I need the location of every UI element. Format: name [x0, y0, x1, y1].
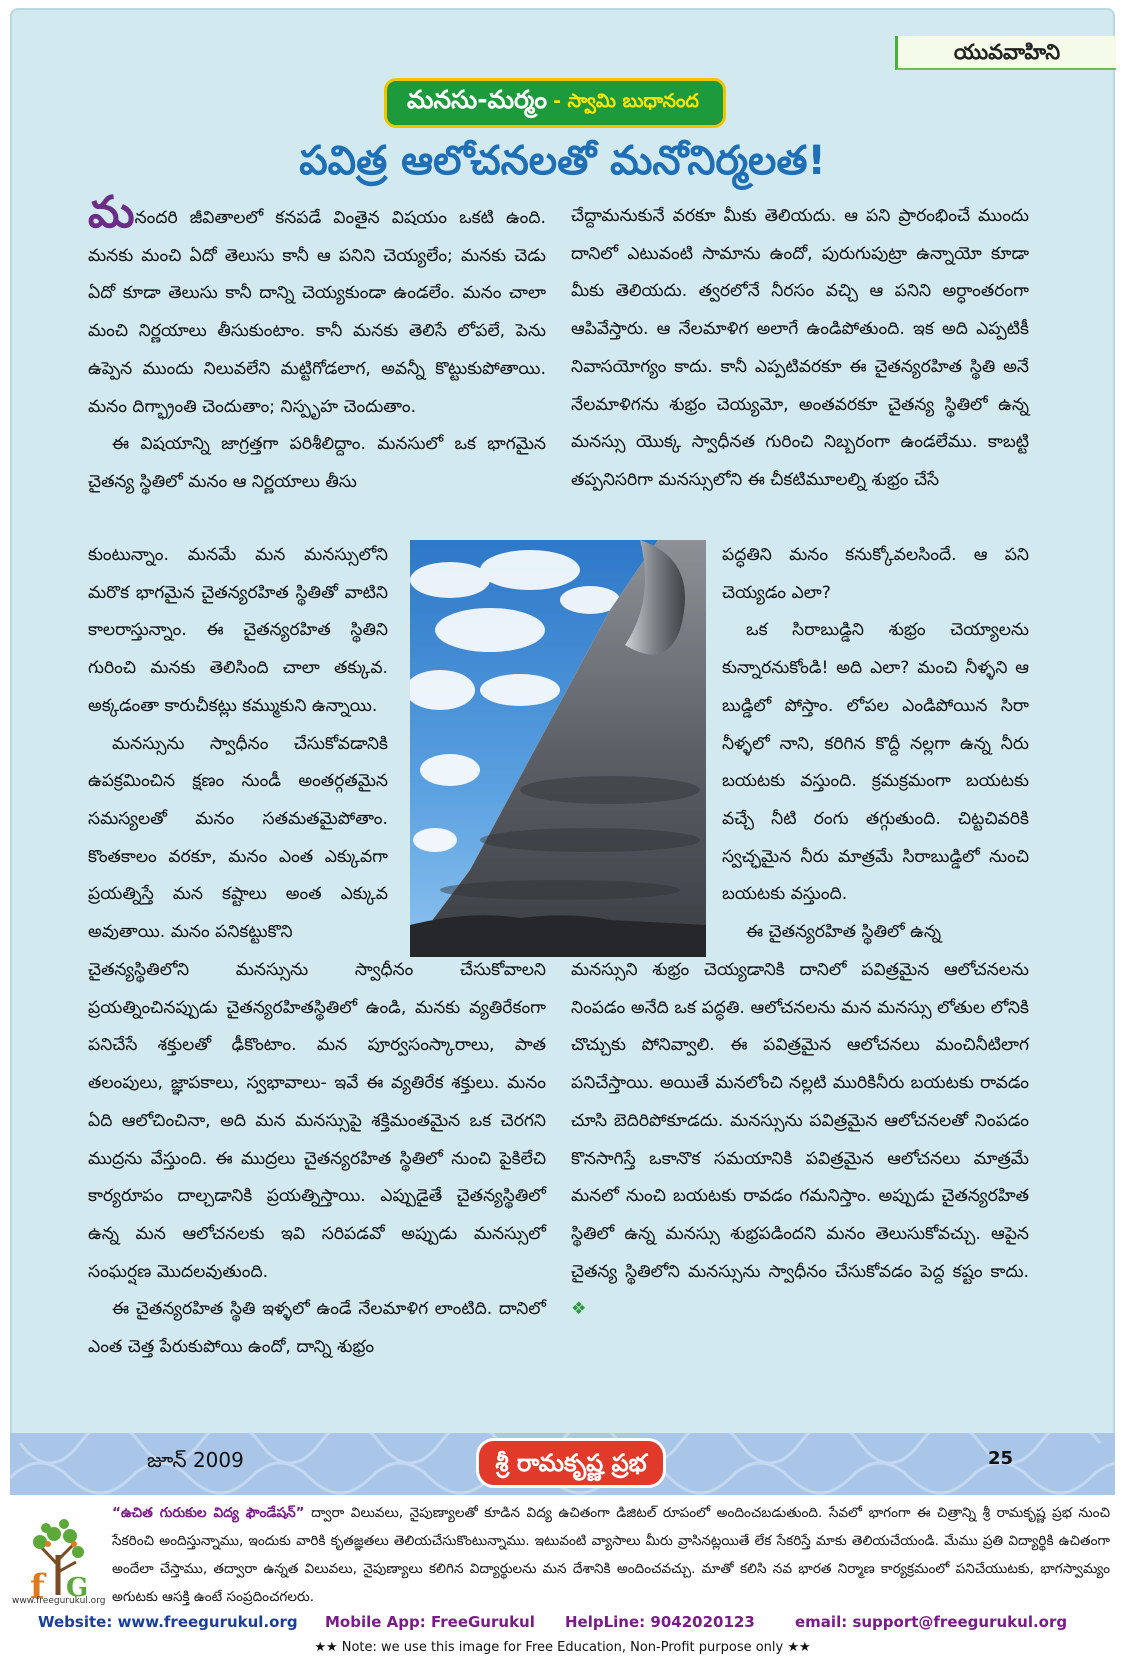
page-number: 25	[988, 1448, 1014, 1469]
foundation-name: “ఉచిత గురుకుల విద్య ఫౌండేషన్”	[112, 1505, 305, 1521]
issue-date: జూన్ 2009	[147, 1448, 244, 1472]
footer-notice-text: ద్వారా విలువలు, నైపుణ్యాలతో కూడిన విద్య ఉచితంగా డిజిటల్ రూపంలో అందించబడుతుంది. సేవలో భాగంగా ఈ చిత్రాన్ని శ్రీ రామకృష్ణ ప్రభ నుంచి సేకరించి అందిస్తున్నాము, ఇందుకు వారికి కృతజ్ఞతలు తెలియచేసుకొంటున్నాము. ఇటువంటి వ్యాసాలు మీరు వ్రాసినట్లయితే లేక సేకరిస్తే మాకు తెలియచేయండి. మేము ప్రతి విద్యార్థికి ఉచితంగా అందేలా చేస్తాము, తద్వారా ఉన్నత విలువలు, నైపుణ్యాలు కలిగిన విద్యార్థులను మన దేశానికి అందించవచ్చు. మాతో కలిసి నవ భారత నిర్మాణ కార్యక్రమంలో పనిచేయుటకు, భాగస్వామ్యం అగుటకు ఆసక్తి ఉంటే సంప్రదించగలరు.	[112, 1505, 1110, 1605]
paragraph: ఒక సిరాబుడ్డిని శుభ్రం చెయ్యాలను కున్నారనుకోండి! అది ఎలా? మంచి నీళ్ళని ఆ బుడ్డిలో పోస్తాం. లోపల ఎండిపోయిన సిరా నీళ్ళలో నాని, కరిగిన కొద్దీ నల్లగా ఉన్న నీరు బయటకు వస్తుంది. క్రమక్రమంగా బయటకు వచ్చే నీటి రంగు తగ్గుతుంది. చిట్టచివరికి స్వచ్ఛమైన నీరు మాత్రమే సిరాబుడ్డిలో నుంచి బయటకు వస్తుంది.	[722, 620, 1029, 905]
sky-clouds-photo	[410, 540, 706, 957]
end-mark-icon: ❖	[571, 1299, 587, 1320]
paragraph: ఈ విషయాన్ని జాగ్రత్తగా పరిశీలిద్దాం. మనసులో ఒక భాగమైన చైతన్య స్థితిలో మనం ఆ నిర్ణయాలు తీసు	[88, 434, 547, 492]
paragraph: చైతన్యస్థితిలోని మనస్సును స్వాధీనం చేసుకోవాలని ప్రయత్నించినప్పుడు చైతన్యరహితస్థితిలో ఉండి, మనకు వ్యతిరేకంగా పనిచేసే శక్తులతో ఢీకొంటాం. మన పూర్వసంస్కారాలు, పాత తలంపులు, జ్ఞాపకాలు, స్వభావాలు- ఇవే ఈ వ్యతిరేక శక్తులు. మనం ఏది ఆలోచించినా, అది మన మనస్సుపై శక్తిమంతమైన ఒక చెరగని ముద్రను వేస్తుంది. ఈ ముద్రలు చైతన్యరహిత స్థితిలో నుంచి పైకిలేచి కార్యరూపం దాల్చడానికి ప్రయత్నిస్తాయి. ఎప్పుడైతే చైతన్యస్థితిలో ఉన్న మన ఆలోచనలకు ఇవి సరిపడవో అప్పుడు మనస్సులో సంఘర్షణ మొదలవుతుంది.	[88, 960, 546, 1282]
paragraph: మనస్సును స్వాధీనం చేసుకోవడానికి ఉపక్రమించిన క్షణం నుండీ అంతర్గతమైన సమస్యలతో మనం సతమతమైపోతాం. కొంతకాలం వరకూ, మనం ఎంత ఎక్కువగా ప్రయత్నిస్తే మన కష్టాలు అంత ఎక్కువ అవుతాయి. మనం పనికట్టుకొని	[88, 733, 388, 943]
sky-clouds-illustration	[410, 540, 706, 957]
website-contact: Website: www.freegurukul.org	[38, 1613, 298, 1631]
usage-note: ★★ Note: we use this image for Free Education, Non-Profit purpose only ★★	[314, 1640, 811, 1655]
left-column-bottom	[88, 952, 546, 1367]
left-column-narrow	[88, 537, 388, 952]
app-contact: Mobile App: FreeGurukul	[325, 1613, 535, 1631]
app-name: FreeGurukul	[430, 1613, 535, 1631]
left-column-top	[88, 187, 547, 502]
website-link[interactable]: www.freegurukul.org	[117, 1613, 298, 1631]
column-author: - స్వామి బుధానంద	[553, 89, 699, 112]
svg-text:f: f	[30, 1567, 45, 1606]
column-title: మనసు-మర్మం	[407, 85, 548, 114]
paragraph: ఈ చైతన్యరహిత స్థితి ఇళ్ళలో ఉండే నేలమాళిగ లాంటిది. దానిలో ఎంత చెత్త పేరుకుపోయి ఉందో, దాన్ని శుభ్రం	[88, 1299, 546, 1358]
paragraph: పద్ధతిని మనం కనుక్కోవలసిందే. ఆ పని చెయ్యడం ఎలా?	[722, 545, 1029, 603]
freegurukul-logo	[18, 1500, 102, 1606]
email-contact: email: support@freegurukul.org	[795, 1613, 1068, 1631]
email-link[interactable]: support@freegurukul.org	[852, 1613, 1068, 1631]
svg-text:G: G	[66, 1573, 89, 1603]
paragraph: కుంటున్నాం. మనమే మన మనస్సులోని మరొక భాగమైన చైతన్యరహిత స్థితితో వాటిని కాలరాస్తున్నాం. ఈ చైతన్యరహిత స్థితిని గురించి మనకు తెలిసింది చాలా తక్కువ. అక్కడంతా కారుచీకట్లు కమ్ముకుని ఉన్నాయి.	[88, 545, 388, 716]
right-column-narrow	[722, 537, 1029, 952]
column-badge	[384, 78, 726, 128]
section-tag: యువవాహిని	[895, 36, 1116, 70]
paragraph: మనందరి జీవితాలలో కనపడే వింతైన విషయం ఒకటి ఉంది. మనకు మంచి ఏదో తెలుసు కానీ ఆ పనిని చెయ్యలేం; మనకు చెడు ఏదో కూడా తెలుసు కానీ దాన్ని చెయ్యకుండా ఉండలేం. మనం చాలా మంచి నిర్ణయాలు తీసుకుంటాం. కానీ మనకు తెలిసే లోపలే, పెను ఉప్పెన ముందు నిలువలేని మట్టిగోడలాగ, అవన్నీ కొట్టుకుపోతాయి. మనం దిగ్భ్రాంతి చెందుతాం; నిస్పృహ చెందుతాం.	[88, 187, 546, 417]
magazine-name: శ్రీ రామకృష్ణ ప్రభ	[476, 1438, 666, 1488]
article-headline: పవిత్ర ఆలోచనలతో మనోనిర్మలత!	[299, 138, 826, 184]
logo-website: www.freegurukul.org	[12, 1596, 106, 1606]
footer-notice	[112, 1499, 1110, 1611]
dropcap: మ	[88, 187, 135, 238]
paragraph: మనస్సుని శుభ్రం చెయ్యడానికి దానిలో పవిత్రమైన ఆలోచనలను నింపడం అనేది ఒక పద్ధతి. ఆలోచనలను మన మనస్సు లోతుల లోనికి చొచ్చుకు పోనివ్వాలి. ఈ పవిత్రమైన ఆలోచనలు మంచినీటిలాగ పనిచేస్తాయి. అయితే మనలోంచి నల్లటి మురికినీరు బయటకు రావడం చూసి బెదిరిపోకూడదు. మనస్సును పవిత్రమైన ఆలోచనలతో నింపడం కొనసాగిస్తే ఒకానొక సమయానికి పవిత్రమైన ఆలోచనలు మాత్రమే మనలో నుంచి బయటకు రావడం గమనిస్తాం. అప్పుడు చైతన్యరహిత స్థితిలో ఉన్న మనస్సు శుభ్రపడిందని మనం తెలుసుకోవచ్చు. ఆపైన చైతన్య స్థితిలోని మనస్సును స్వాధీనం చేసుకోవడం పెద్ద కష్టం కాదు. ❖	[571, 960, 1029, 1320]
helpline-contact: HelpLine: 9042020123	[565, 1613, 755, 1631]
right-column-bottom	[571, 952, 1029, 1329]
helpline-number[interactable]: 9042020123	[650, 1613, 755, 1631]
tree-logo-icon	[18, 1500, 102, 1606]
paragraph: చేద్దామనుకునే వరకూ మీకు తెలియదు. ఆ పని ప్రారంభించే ముందు దానిలో ఎటువంటి సామాను ఉందో, పురుగుపుట్రా ఉన్నాయో కూడా మీకు తెలియదు. త్వరలోనే నీరసం వచ్చి ఆ పనిని అర్ధాంతరంగా ఆపివేస్తారు. ఆ నేలమాళిగ అలాగే ఉండిపోతుంది. ఇక అది ఎప్పటికీ నివాసయోగ్యం కాదు. కానీ ఎప్పటివరకూ ఈ చైతన్యరహిత స్థితి అనే నేలమాళిగను శుభ్రం చెయ్యమో, అంతవరకూ చైతన్య స్థితిలో ఉన్న మనస్సు యొక్క స్వాధీనత గురించి నిబ్బరంగా ఉండలేము. కాబట్టి తప్పనిసరిగా మనస్సులోని ఈ చీకటిమూలల్ని శుభ్రం చేసే	[571, 206, 1029, 490]
right-column-top	[571, 198, 1029, 500]
paragraph: ఈ చైతన్యరహిత స్థితిలో ఉన్న	[746, 922, 942, 943]
